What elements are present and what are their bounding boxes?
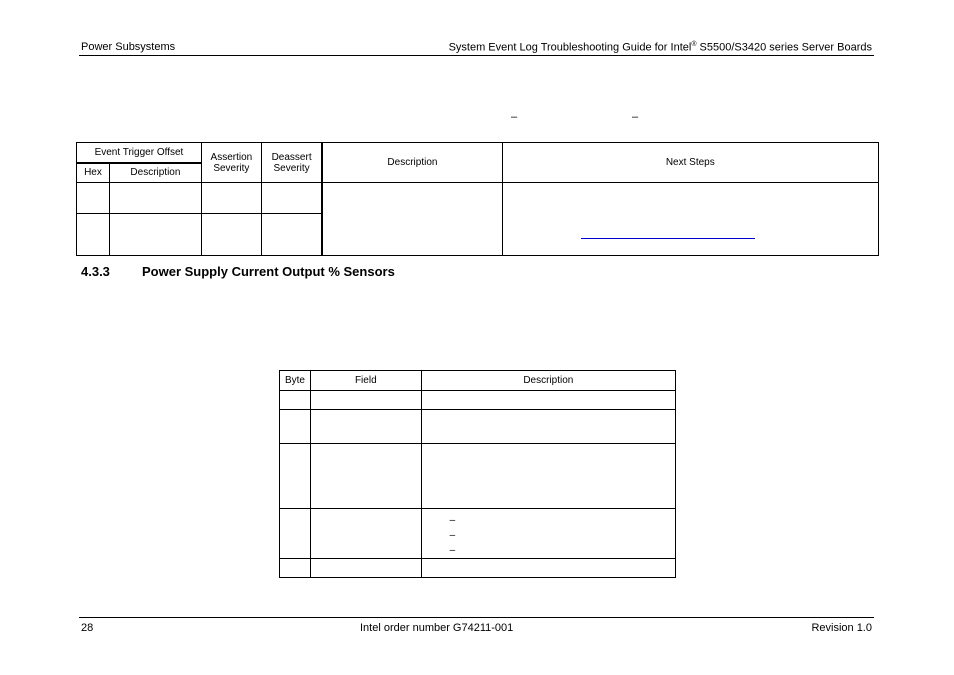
header-description: Description	[322, 143, 502, 183]
table-cell	[261, 214, 322, 256]
running-header-left: Power Subsystems	[81, 41, 176, 53]
header-assertion-severity: Assertion Severity	[201, 143, 261, 183]
table-cell	[280, 509, 311, 559]
header-rule	[79, 55, 874, 56]
header-title-prefix: System Event Log Troubleshooting Guide for Intel	[448, 41, 692, 54]
table-cell	[201, 183, 261, 214]
hyperlink-underline[interactable]	[581, 238, 755, 239]
table-cell	[280, 410, 311, 444]
revision: Revision 1.0	[811, 622, 872, 634]
header-description: Description	[421, 371, 675, 391]
list-item: –	[449, 545, 456, 556]
table-cell	[310, 444, 421, 509]
header-event-trigger-offset: Event Trigger Offset	[77, 143, 202, 163]
footer-rule	[79, 617, 874, 618]
section-number: 4.3.3	[81, 264, 110, 279]
next-steps-cell	[502, 183, 878, 256]
description-cell	[322, 183, 502, 256]
table-cell	[421, 391, 675, 410]
table-cell	[310, 509, 421, 559]
sensor-field-table	[279, 370, 676, 578]
table-cell	[280, 559, 311, 578]
table-cell	[421, 444, 675, 509]
list-item: –	[449, 515, 456, 526]
table-cell	[280, 444, 311, 509]
header-offset-description: Description	[109, 163, 201, 183]
table-cell	[421, 559, 675, 578]
header-hex: Hex	[77, 163, 110, 183]
order-number: Intel order number G74211-001	[360, 622, 514, 634]
table-cell	[77, 214, 110, 256]
table-cell	[261, 183, 322, 214]
header-next-steps: Next Steps	[502, 143, 878, 183]
registered-mark: ®	[691, 41, 697, 48]
caption-dash: –	[511, 111, 518, 123]
table-cell	[310, 391, 421, 410]
section-title: Power Supply Current Output % Sensors	[142, 264, 395, 279]
table-cell	[310, 410, 421, 444]
table-cell	[109, 214, 201, 256]
header-byte: Byte	[280, 371, 311, 391]
header-field: Field	[310, 371, 421, 391]
caption-dash: –	[632, 111, 639, 123]
header-title-suffix: S5500/S3420 series Server Boards	[696, 41, 872, 54]
table-cell	[280, 391, 311, 410]
list-item: –	[449, 530, 456, 541]
table-cell	[109, 183, 201, 214]
table-cell	[310, 559, 421, 578]
header-deassert-severity: Deassert Severity	[261, 143, 322, 183]
table-cell	[421, 410, 675, 444]
event-trigger-table	[76, 142, 879, 256]
section-heading	[81, 264, 395, 279]
running-header-right	[449, 41, 872, 54]
table-cell	[201, 214, 261, 256]
dash-list-cell	[421, 509, 675, 559]
page-number: 28	[81, 622, 94, 634]
table-cell	[77, 183, 110, 214]
